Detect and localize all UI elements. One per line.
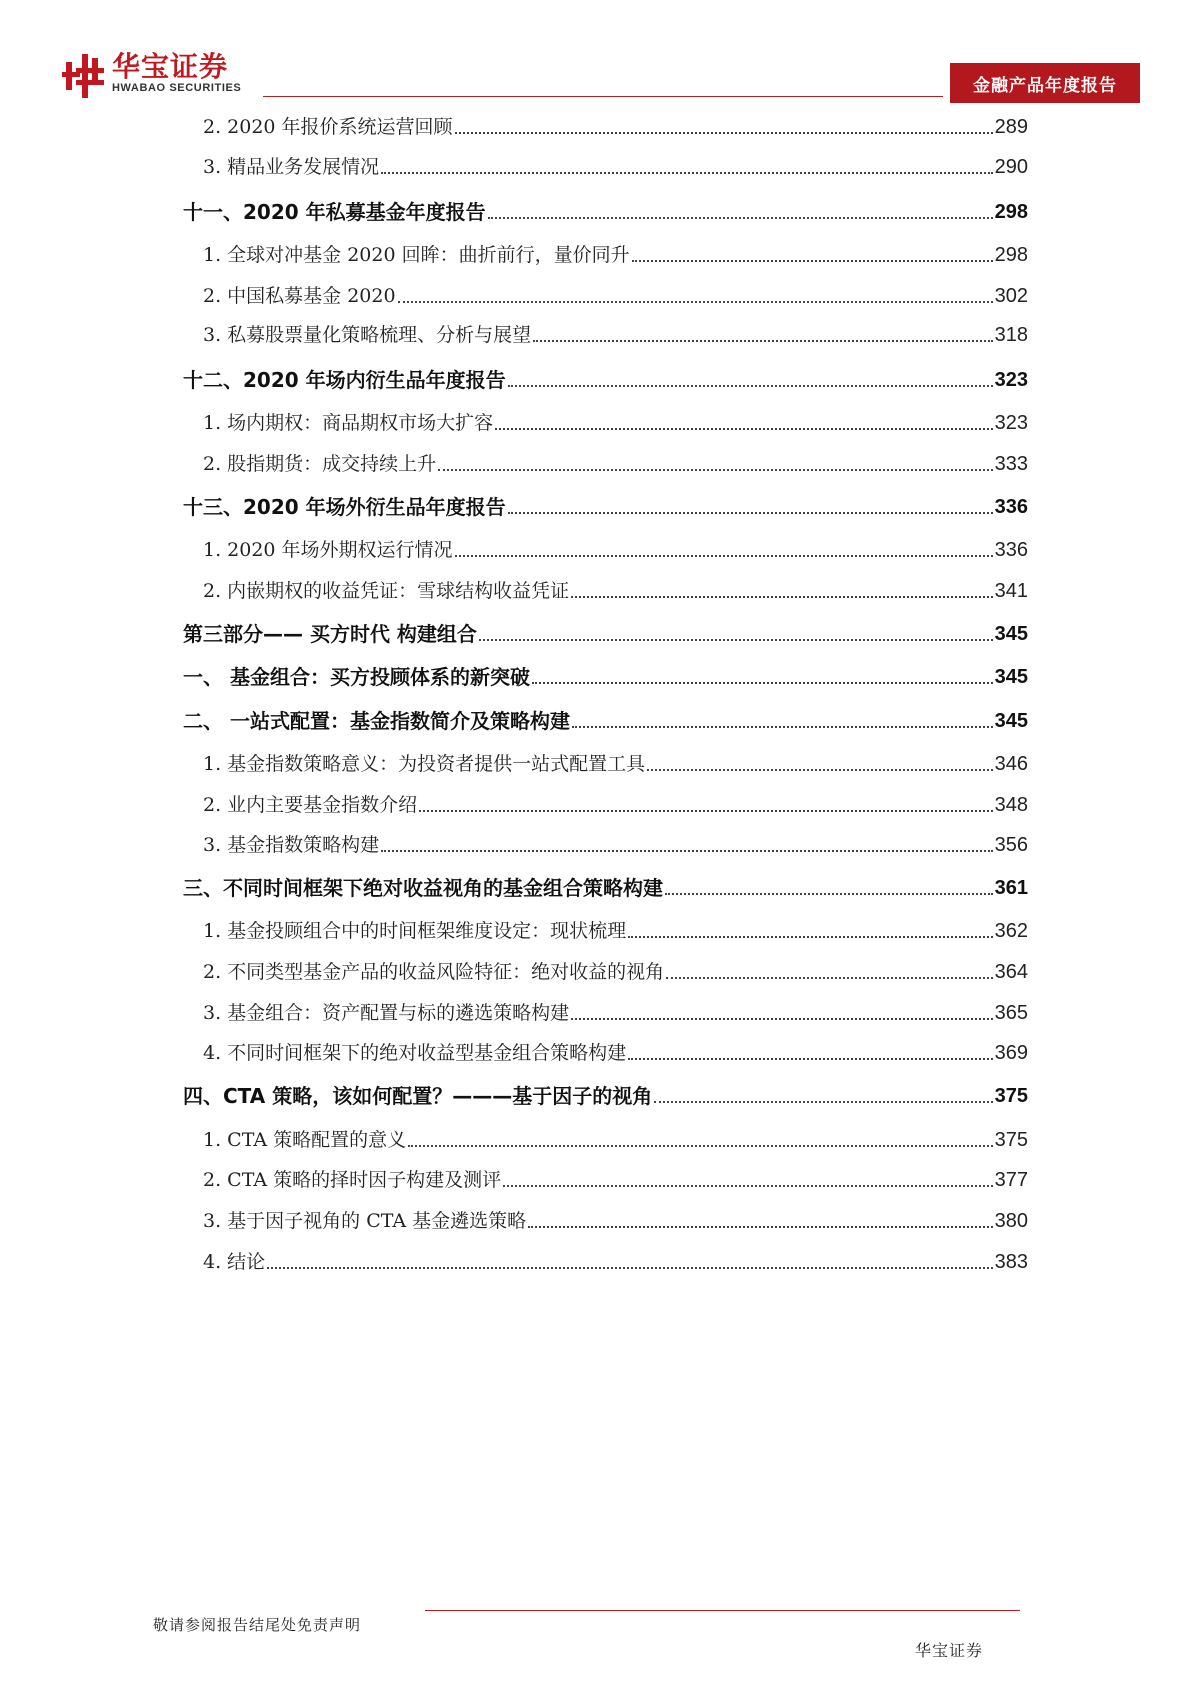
header-divider <box>263 96 943 97</box>
toc-dot-leader <box>532 681 993 684</box>
toc-entry-page-number: 302 <box>994 285 1028 307</box>
hwabao-logo-icon <box>62 52 106 98</box>
page-header <box>0 0 1200 110</box>
toc-entry-page-number: 298 <box>994 201 1028 223</box>
toc-entry[interactable] <box>183 658 1028 692</box>
toc-entry-title: 一、 基金组合：买方投顾体系的新突破 <box>183 665 530 689</box>
toc-dot-leader <box>381 849 992 852</box>
toc-dot-leader <box>628 1057 992 1060</box>
toc-entry-title: 2. 股指期货：成交持续上升 <box>203 453 437 475</box>
toc-entry[interactable] <box>183 994 1028 1028</box>
toc-entry-title: 2. 2020 年报价系统运营回顾 <box>203 116 453 138</box>
toc-entry-title: 三、不同时间框架下绝对收益视角的基金组合策略构建 <box>183 876 663 900</box>
toc-entry-title: 2. 业内主要基金指数介绍 <box>203 794 418 816</box>
toc-entry-page-number: 290 <box>994 156 1028 178</box>
toc-entry-page-number: 377 <box>994 1169 1028 1191</box>
toc-entry-page-number: 362 <box>994 920 1028 942</box>
toc-entry-page-number: 318 <box>994 324 1028 346</box>
toc-dot-leader <box>438 468 992 471</box>
toc-dot-leader <box>654 1100 992 1103</box>
toc-dot-leader <box>508 511 993 514</box>
toc-entry-title: 3. 基金组合：资产配置与标的遴选策略构建 <box>203 1002 570 1024</box>
toc-dot-leader <box>495 427 992 430</box>
toc-entry-page-number: 380 <box>994 1210 1028 1232</box>
toc-entry[interactable] <box>183 615 1028 649</box>
toc-entry[interactable] <box>183 572 1028 606</box>
toc-entry-page-number: 323 <box>994 369 1028 391</box>
toc-entry-title: 十一、2020 年私募基金年度报告 <box>183 200 486 224</box>
logo-english-name: HWABAO SECURITIES <box>112 82 242 94</box>
toc-entry[interactable] <box>183 148 1028 182</box>
toc-dot-leader <box>381 171 992 174</box>
toc-entry[interactable] <box>183 277 1028 311</box>
toc-entry[interactable] <box>183 826 1028 860</box>
toc-dot-leader <box>628 935 992 938</box>
logo-text <box>112 52 241 95</box>
toc-entry-title: 十三、2020 年场外衍生品年度报告 <box>183 495 506 519</box>
toc-entry-page-number: 298 <box>994 244 1028 266</box>
toc-entry[interactable] <box>183 1121 1028 1155</box>
toc-entry[interactable] <box>183 745 1028 779</box>
toc-dot-leader <box>455 131 993 134</box>
toc-dot-leader <box>528 1225 992 1228</box>
toc-entry-title: 2. 不同类型基金产品的收益风险特征：绝对收益的视角 <box>203 961 665 983</box>
toc-entry-title: 第三部分—— 买方时代 构建组合 <box>183 622 477 646</box>
toc-dot-leader <box>455 554 993 557</box>
toc-entry-title: 1. 场内期权：商品期权市场大扩容 <box>203 412 494 434</box>
toc-entry-title: 十二、2020 年场内衍生品年度报告 <box>183 368 506 392</box>
toc-entry[interactable] <box>183 361 1028 395</box>
toc-entry-page-number: 323 <box>994 412 1028 434</box>
toc-dot-leader <box>398 300 993 303</box>
toc-entry-title: 1. 基金投顾组合中的时间框架维度设定：现状梳理 <box>203 920 627 942</box>
toc-entry-page-number: 348 <box>994 794 1028 816</box>
toc-dot-leader <box>665 892 993 895</box>
toc-entry-page-number: 364 <box>994 961 1028 983</box>
toc-entry-title: 1. 基金指数策略意义：为投资者提供一站式配置工具 <box>203 753 646 775</box>
toc-dot-leader <box>508 384 993 387</box>
toc-entry-page-number: 365 <box>994 1002 1028 1024</box>
toc-entry[interactable] <box>183 1034 1028 1068</box>
toc-dot-leader <box>571 595 992 598</box>
toc-entry-title: 1. CTA 策略配置的意义 <box>203 1129 407 1151</box>
toc-entry[interactable] <box>183 1243 1028 1277</box>
toc-entry-title: 2. 中国私募基金 2020 <box>203 285 396 307</box>
toc-entry-title: 3. 基金指数策略构建 <box>203 834 380 856</box>
company-logo <box>62 52 241 98</box>
toc-dot-leader <box>666 976 992 979</box>
toc-entry-page-number: 345 <box>994 666 1028 688</box>
toc-entry-page-number: 289 <box>994 116 1028 138</box>
toc-entry[interactable] <box>183 702 1028 736</box>
toc-entry-title: 3. 私募股票量化策略梳理、分析与展望 <box>203 324 532 346</box>
toc-entry-page-number: 375 <box>994 1129 1028 1151</box>
toc-entry[interactable] <box>183 316 1028 350</box>
toc-dot-leader <box>408 1144 993 1147</box>
toc-entry[interactable] <box>183 912 1028 946</box>
toc-entry[interactable] <box>183 531 1028 565</box>
footer-divider <box>425 1610 1020 1611</box>
toc-dot-leader <box>572 725 993 728</box>
toc-entry-page-number: 346 <box>994 753 1028 775</box>
toc-entry[interactable] <box>183 108 1028 142</box>
toc-entry-page-number: 369 <box>994 1042 1028 1064</box>
toc-entry-page-number: 333 <box>994 453 1028 475</box>
toc-entry-title: 四、CTA 策略，该如何配置？———基于因子的视角 <box>183 1084 653 1108</box>
toc-dot-leader <box>479 638 993 641</box>
logo-chinese-name: 华宝证券 <box>112 50 229 83</box>
toc-entry-page-number: 336 <box>994 539 1028 561</box>
toc-dot-leader <box>647 768 992 771</box>
toc-dot-leader <box>488 216 993 219</box>
toc-dot-leader <box>503 1184 993 1187</box>
toc-entry[interactable] <box>183 1161 1028 1195</box>
report-type-badge: 金融产品年度报告 <box>950 63 1140 103</box>
toc-entry[interactable] <box>183 953 1028 987</box>
toc-dot-leader <box>571 1017 992 1020</box>
toc-entry-page-number: 345 <box>994 710 1028 732</box>
toc-dot-leader <box>533 339 992 342</box>
toc-entry-title: 二、 一站式配置：基金指数简介及策略构建 <box>183 709 570 733</box>
footer-company: 华宝证券 <box>915 1641 984 1660</box>
toc-entry-title: 4. 结论 <box>203 1251 266 1273</box>
toc-entry-page-number: 361 <box>994 877 1028 899</box>
toc-entry[interactable] <box>183 786 1028 820</box>
toc-entry-title: 2. CTA 策略的择时因子构建及测评 <box>203 1169 502 1191</box>
toc-entry[interactable] <box>183 1077 1028 1111</box>
toc-entry-page-number: 383 <box>994 1251 1028 1273</box>
toc-entry-title: 3. 精品业务发展情况 <box>203 156 380 178</box>
toc-dot-leader <box>632 259 993 262</box>
toc-entry[interactable] <box>183 445 1028 479</box>
toc-entry-title: 4. 不同时间框架下的绝对收益型基金组合策略构建 <box>203 1042 627 1064</box>
toc-entry-title: 3. 基于因子视角的 CTA 基金遴选策略 <box>203 1210 527 1232</box>
toc-entry[interactable] <box>183 1202 1028 1236</box>
toc-entry-title: 1. 全球对冲基金 2020 回眸：曲折前行，量价同升 <box>203 244 630 266</box>
toc-entry[interactable] <box>183 488 1028 522</box>
toc-dot-leader <box>267 1266 992 1269</box>
toc-entry-page-number: 345 <box>994 623 1028 645</box>
toc-entry-title: 1. 2020 年场外期权运行情况 <box>203 539 453 561</box>
toc-entry-page-number: 356 <box>994 834 1028 856</box>
footer-disclaimer: 敬请参阅报告结尾处免责声明 <box>153 1616 362 1634</box>
toc-entry[interactable] <box>183 869 1028 903</box>
toc-entry[interactable] <box>183 404 1028 438</box>
toc-entry-title: 2. 内嵌期权的收益凭证：雪球结构收益凭证 <box>203 580 570 602</box>
toc-entry-page-number: 341 <box>994 580 1028 602</box>
toc-entry[interactable] <box>183 236 1028 270</box>
toc-entry-page-number: 336 <box>994 496 1028 518</box>
toc-entry[interactable] <box>183 193 1028 227</box>
toc-dot-leader <box>419 809 992 812</box>
toc-entry-page-number: 375 <box>994 1085 1028 1107</box>
